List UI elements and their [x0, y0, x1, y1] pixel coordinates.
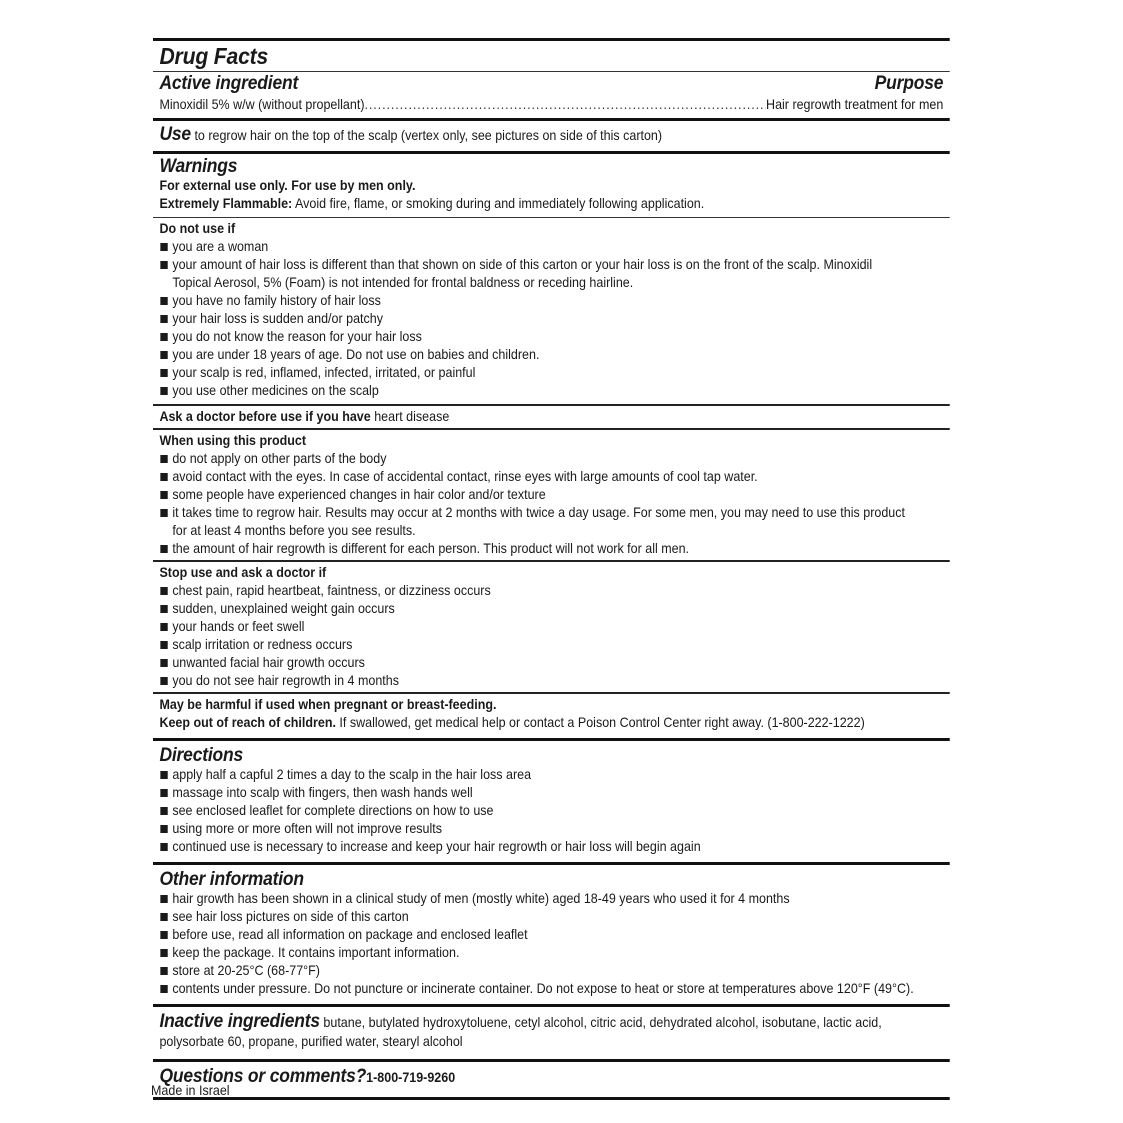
dot-leader — [364, 96, 766, 114]
directions-section — [153, 741, 950, 862]
list-item: you are a woman — [153, 238, 950, 256]
other-info-list — [153, 890, 950, 998]
list-item: see enclosed leaflet for complete directions on how to use — [153, 802, 950, 820]
list-item: you use other medicines on the scalp — [153, 382, 950, 400]
list-item: your hair loss is sudden and/or patchy — [153, 310, 950, 328]
use-heading: Use — [159, 124, 191, 145]
external-use-warning: For external use only. For use by men only. — [159, 178, 416, 193]
drug-facts-panel — [153, 38, 944, 1087]
list-item: continued use is necessary to increase and keep your hair regrowth or hair loss will begin again — [153, 838, 950, 856]
ask-doctor-text: heart disease — [374, 409, 450, 424]
list-item: avoid contact with the eyes. In case of accidental contact, rinse eyes with large amounts of cool tap water. — [153, 468, 950, 486]
purpose-heading: Purpose — [874, 73, 944, 94]
made-in-label: Made in Israel — [151, 1083, 230, 1098]
purpose-value: Hair regrowth treatment for men — [766, 97, 944, 112]
other-info-heading: Other information — [159, 869, 304, 890]
flammable-warning — [153, 195, 950, 213]
list-item: chest pain, rapid heartbeat, faintness, or dizziness occurs — [153, 582, 950, 600]
when-using-heading: When using this product — [159, 433, 307, 448]
warnings-section — [153, 154, 950, 738]
active-ingredient-heading: Active ingredient — [159, 73, 299, 94]
active-ingredient-value: Minoxidil 5% w/w (without propellant) — [159, 97, 365, 112]
ask-doctor-label: Ask a doctor before use if you have — [159, 409, 371, 424]
list-item: it takes time to regrow hair. Results may occur at 2 months with twice a day usage. For some men, you may need to use this product for at least 4 months before you see results. — [153, 504, 950, 540]
list-item: do not apply on other parts of the body — [153, 450, 950, 468]
keep-out-label: Keep out of reach of children. — [159, 715, 336, 730]
list-item: before use, read all information on package and enclosed leaflet — [153, 926, 950, 944]
list-item: hair growth has been shown in a clinical study of men (mostly white) aged 18-49 years who used it for 4 months — [153, 890, 950, 908]
warnings-heading: Warnings — [159, 156, 238, 177]
bottom-rule — [153, 1097, 950, 1100]
keep-out-warning — [153, 714, 950, 732]
inactive-text-cont: polysorbate 60, propane, purified water, stearyl alcohol — [159, 1034, 463, 1049]
list-item: see hair loss pictures on side of this carton — [153, 908, 950, 926]
active-ingredient-section — [153, 72, 950, 118]
list-item: keep the package. It contains important information. — [153, 944, 950, 962]
questions-heading: Questions or comments? — [159, 1066, 367, 1087]
list-item: your hands or feet swell — [153, 618, 950, 636]
ask-doctor-line — [153, 408, 950, 426]
list-item: contents under pressure. Do not puncture or incinerate container. Do not expose to heat or store at temperatures above 120°F (49°C). — [153, 980, 950, 998]
list-item: you are under 18 years of age. Do not use on babies and children. — [153, 346, 950, 364]
do-not-use-heading: Do not use if — [159, 221, 236, 236]
flammable-label: Extremely Flammable: — [159, 196, 293, 211]
list-item: apply half a capful 2 times a day to the scalp in the hair loss area — [153, 766, 950, 784]
page-title: Drug Facts — [159, 43, 269, 69]
list-item: store at 20-25°C (68-77°F) — [153, 962, 950, 980]
list-item: you do not know the reason for your hair loss — [153, 328, 950, 346]
list-item: your scalp is red, inflamed, infected, irritated, or painful — [153, 364, 950, 382]
inactive-text: butane, butylated hydroxytoluene, cetyl alcohol, citric acid, dehydrated alcohol, isobutane, lactic acid, — [323, 1015, 882, 1030]
flammable-text: Avoid fire, flame, or smoking during and immediately following application. — [294, 196, 705, 211]
inactive-ingredients-section — [153, 1007, 950, 1059]
list-item: you do not see hair regrowth in 4 months — [153, 672, 950, 690]
list-item: some people have experienced changes in hair color and/or texture — [153, 486, 950, 504]
inactive-heading: Inactive ingredients — [159, 1011, 320, 1032]
when-using-list — [153, 450, 950, 558]
list-item: the amount of hair regrowth is different for each person. This product will not work for all men. — [153, 540, 950, 558]
pregnancy-warning: May be harmful if used when pregnant or breast-feeding. — [159, 697, 497, 712]
list-item: scalp irritation or redness occurs — [153, 636, 950, 654]
list-item: sudden, unexplained weight gain occurs — [153, 600, 950, 618]
questions-phone: 1-800-719-9260 — [366, 1070, 456, 1085]
use-text: to regrow hair on the top of the scalp (vertex only, see pictures on side of this carton) — [194, 128, 663, 143]
directions-list — [153, 766, 950, 856]
do-not-use-list — [153, 238, 950, 400]
list-item: massage into scalp with fingers, then wash hands well — [153, 784, 950, 802]
directions-heading: Directions — [159, 745, 244, 766]
stop-use-heading: Stop use and ask a doctor if — [159, 565, 327, 580]
questions-section — [153, 1062, 950, 1097]
list-item: your amount of hair loss is different than that shown on side of this carton or your hair loss is on the front of the scalp. Minoxidil Topical Aerosol, 5% (Foam) is not intended for frontal baldness or receding hairline. — [153, 256, 950, 292]
use-section — [153, 121, 950, 151]
list-item: unwanted facial hair growth occurs — [153, 654, 950, 672]
keep-out-text: If swallowed, get medical help or contact a Poison Control Center right away. (1-800-222-1222) — [339, 715, 865, 730]
other-info-section — [153, 865, 950, 1004]
list-item: you have no family history of hair loss — [153, 292, 950, 310]
list-item: using more or more often will not improve results — [153, 820, 950, 838]
stop-use-list — [153, 582, 950, 690]
